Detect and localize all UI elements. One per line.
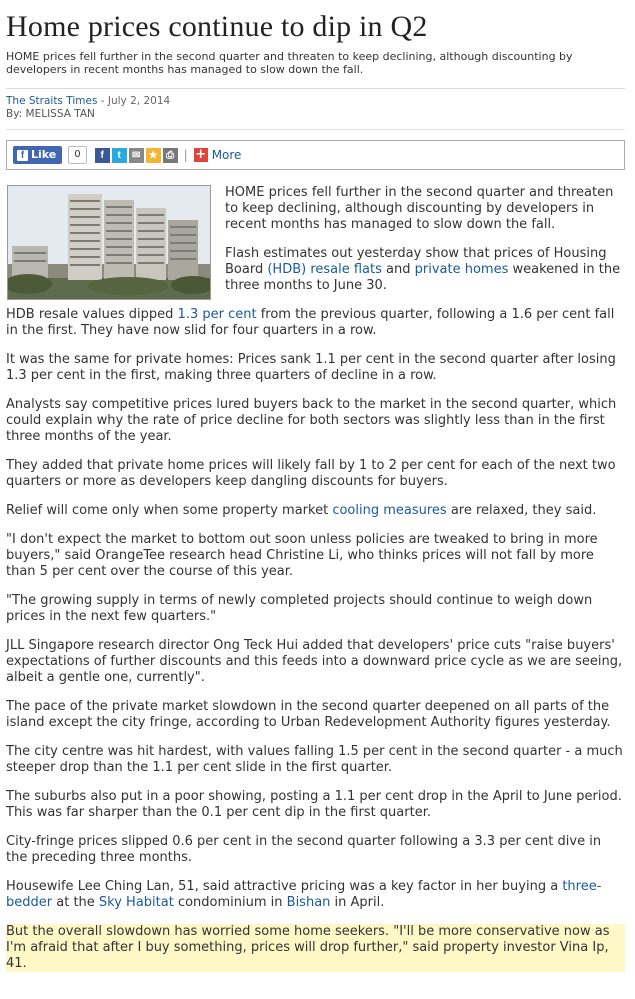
like-label: Like	[31, 148, 57, 161]
byline: By: MELISSA TAN	[6, 108, 95, 120]
more-share-button[interactable]	[194, 148, 242, 162]
inline-link[interactable]: (HDB) resale flats	[267, 262, 382, 277]
paragraph-text: at the	[52, 895, 99, 910]
article-paragraph	[6, 532, 625, 580]
condominium-photo-illustration	[8, 186, 210, 299]
article-photo-condominium	[7, 185, 211, 300]
inline-link[interactable]: cooling measures	[332, 503, 447, 518]
like-count: 0	[68, 146, 86, 164]
inline-link[interactable]: 1.3 per cent	[177, 307, 257, 322]
article-paragraph	[6, 352, 625, 384]
paragraph-text: and	[381, 262, 415, 277]
email-icon[interactable]: ✉	[129, 148, 144, 163]
inline-link[interactable]: three-bedder	[6, 879, 602, 910]
article-paragraph	[6, 593, 625, 625]
article-standfirst: HOME prices fell further in the second quarter and threaten to keep declining, although discounting by developers in recent months has managed to slow down the fall.	[6, 50, 625, 89]
plus-icon: +	[195, 147, 207, 162]
paragraph-text: condominium in	[173, 895, 287, 910]
inline-link[interactable]: private homes	[414, 262, 509, 277]
article-paragraph	[6, 834, 625, 866]
paragraph-text: HOME prices fell further in the second quarter and threaten to keep declining, although discounting by developers in recent months has managed to slow down the fall.	[225, 185, 614, 232]
paragraph-text: The city centre was hit hardest, with values falling 1.5 per cent in the second quarter - a much steeper drop than the 1.1 per cent slide in the first quarter.	[6, 744, 623, 775]
paragraph-text: City-fringe prices slipped 0.6 per cent in the second quarter following a 3.3 per cent dive in the preceding three months.	[6, 834, 602, 865]
paragraph-text: Analysts say competitive prices lured buyers back to the market in the second quarter, which could explain why the rate of price decline for both sectors was slightly less than in the first three months of the year.	[6, 397, 617, 444]
facebook-like-button[interactable]	[13, 146, 62, 164]
article-paragraph	[6, 789, 625, 821]
paragraph-text: are relaxed, they said.	[446, 503, 597, 518]
paragraph-text: HDB resale values dipped	[6, 307, 178, 322]
article-paragraph	[6, 503, 625, 519]
paragraph-text: But the overall slowdown has worried some home seekers. "I'll be more conservative now as I'm afraid that after I buy something, prices will drop further," said property investor Vina Ip, 41.	[6, 924, 610, 971]
article-paragraph	[6, 397, 625, 445]
paragraph-text: JLL Singapore research director Ong Teck Hui added that developers' price cuts "raise buyers' expectations of further discounts and this feeds into a downward price cycle as we are seeing, albeit a gentle one, currently".	[6, 638, 623, 685]
article-paragraph	[6, 744, 625, 776]
favorite-star-icon[interactable]: ★	[146, 148, 161, 163]
print-icon[interactable]: ⎙	[163, 148, 178, 163]
inline-link[interactable]: Bishan	[286, 895, 331, 910]
paragraph-text: The suburbs also put in a poor showing, posting a 1.1 per cent drop in the April to June period. This was far sharper than the 0.1 per cent dip in the first quarter.	[6, 789, 622, 820]
paragraph-text: They added that private home prices will likely fall by 1 to 2 per cent for each of the next two quarters or more as developers keep dangling discounts for buyers.	[6, 458, 616, 489]
paragraph-text: Housewife Lee Ching Lan, 51, said attractive pricing was a key factor in her buying a	[6, 879, 563, 894]
paragraph-text: weakened in the three months to June 30.	[225, 262, 621, 293]
paragraph-text: in April.	[330, 895, 385, 910]
facebook-icon: f	[17, 150, 28, 161]
twitter-icon[interactable]: t	[112, 148, 127, 163]
article-paragraph	[6, 638, 625, 686]
article-meta	[6, 95, 625, 130]
article-paragraph	[6, 879, 625, 911]
inline-link[interactable]: Sky Habitat	[98, 895, 174, 910]
facebook-share-icon[interactable]: f	[95, 148, 110, 163]
paragraph-text: "I don't expect the market to bottom out soon unless policies are tweaked to bring in more buyers," said OrangeTee research head Christine Li, who thinks prices will not fall by more than 5 per cent over the course of this year.	[6, 532, 598, 579]
paragraph-text: It was the same for private homes: Prices sank 1.1 per cent in the second quarter after losing 1.3 per cent in the first, making three quarters of decline in a row.	[6, 352, 616, 383]
paragraph-text: from the previous quarter, following a 1.6 per cent fall in the first. They have now slid for four quarters in a row.	[6, 307, 615, 338]
more-label: More	[211, 148, 242, 162]
share-divider: |	[183, 148, 188, 162]
article-paragraph	[6, 307, 625, 339]
article-headline: Home prices continue to dip in Q2	[6, 10, 428, 43]
paragraph-text: Relief will come only when some property market	[6, 503, 333, 518]
paragraph-text: "The growing supply in terms of newly completed projects should continue to weigh down prices in the next few quarters."	[6, 593, 593, 624]
publish-date: - July 2, 2014	[97, 95, 171, 107]
article-paragraph	[6, 699, 625, 731]
source-link[interactable]: The Straits Times	[6, 95, 98, 107]
article-paragraph	[6, 458, 625, 490]
paragraph-text: Flash estimates out yesterday show that prices of Housing Board	[225, 246, 607, 277]
paragraph-text: The pace of the private market slowdown in the second quarter deepened on all parts of the island except the city fringe, according to Urban Redevelopment Authority figures yesterday.	[6, 699, 611, 730]
article-paragraph	[6, 924, 625, 972]
article-body	[6, 185, 625, 972]
share-bar	[6, 140, 625, 170]
